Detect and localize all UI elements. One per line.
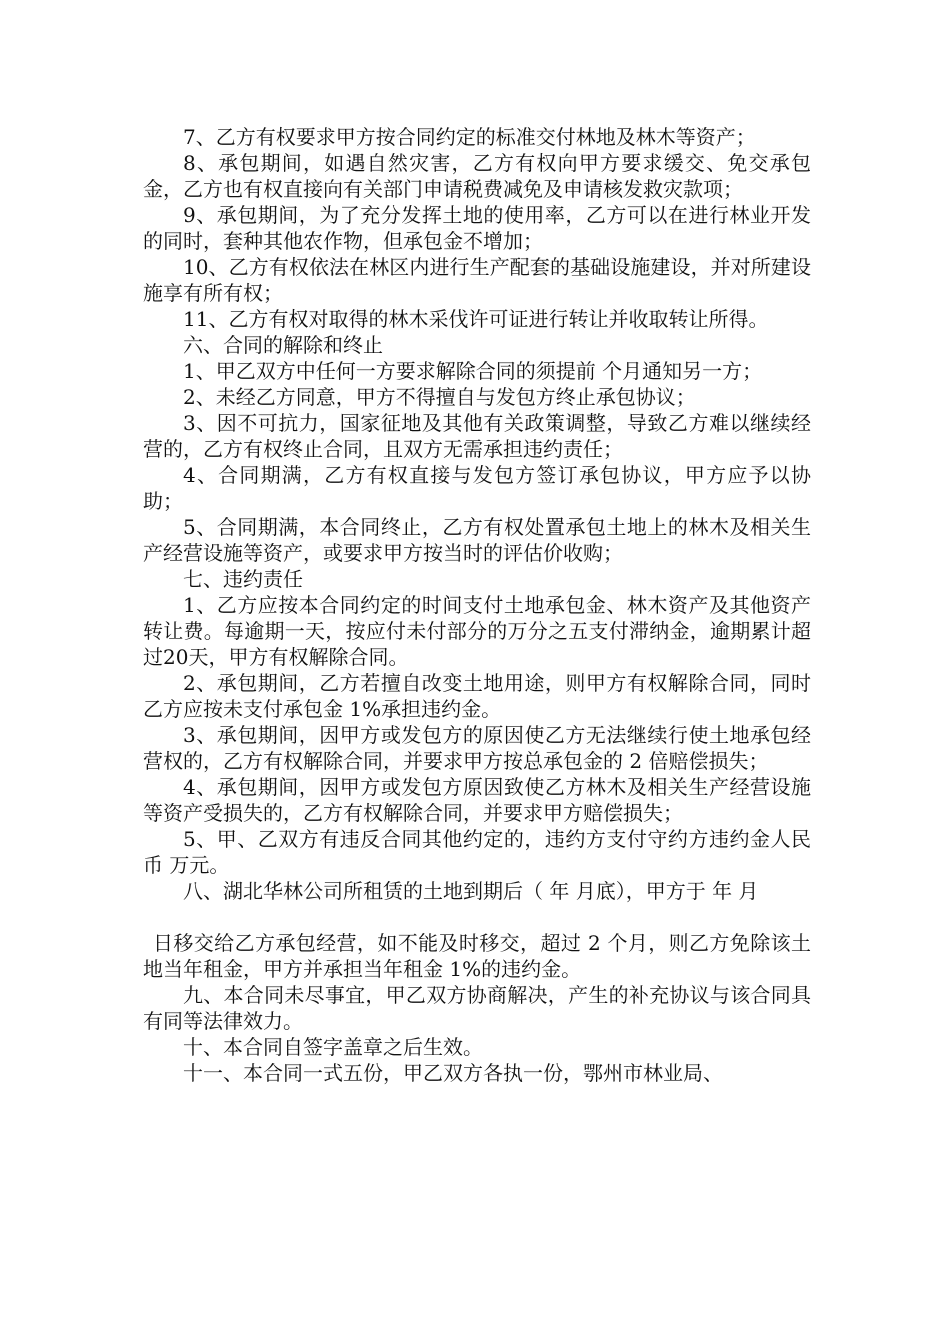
- clause-b7: 7、乙方有权要求甲方按合同约定的标准交付林地及林木等资产；: [183, 125, 756, 149]
- section-10: 十、本合同自签字盖章之后生效。: [183, 1035, 483, 1059]
- document-body: [143, 124, 811, 1086]
- clause-7-2: 2、承包期间，乙方若擅自改变土地用途，则甲方有权解除合同，同时乙方应按未支付承包金 1%承担违约金。: [143, 671, 811, 721]
- clause-b11: 11、乙方有权对取得的林木采伐许可证进行转让并收取转让所得。: [183, 307, 769, 331]
- clause-6-5: 5、合同期满，本合同终止，乙方有权处置承包土地上的林木及相关生产经营设施等资产，或要求甲方按当时的评估价收购；: [143, 515, 811, 565]
- clause-7-3: 3、承包期间，因甲方或发包方的原因使乙方无法继续行使土地承包经营权的，乙方有权解除合同，并要求甲方按总承包金的 2 倍赔偿损失；: [143, 723, 811, 773]
- section-heading-6: 六、合同的解除和终止: [183, 333, 383, 357]
- clause-6-3: 3、因不可抗力，国家征地及其他有关政策调整，导致乙方难以继续经营的，乙方有权终止合同，且双方无需承担违约责任；: [143, 411, 811, 461]
- clause-b8: 8、承包期间，如遇自然灾害，乙方有权向甲方要求缓交、免交承包金，乙方也有权直接向有关部门申请税费减免及申请核发救灾款项；: [143, 151, 811, 201]
- section-9: 九、本合同未尽事宜，甲乙双方协商解决，产生的补充协议与该合同具有同等法律效力。: [143, 983, 811, 1033]
- clause-7-1: 1、乙方应按本合同约定的时间支付土地承包金、林木资产及其他资产转让费。每逾期一天，按应付未付部分的万分之五支付滞纳金，逾期累计超过20天，甲方有权解除合同。: [143, 593, 811, 669]
- clause-6-2: 2、未经乙方同意，甲方不得擅自与发包方终止承包协议；: [183, 385, 696, 409]
- clause-6-4: 4、合同期满，乙方有权直接与发包方签订承包协议，甲方应予以协助；: [143, 463, 811, 513]
- clause-b9: 9、承包期间，为了充分发挥土地的使用率，乙方可以在进行林业开发的同时，套种其他农作物，但承包金不增加；: [143, 203, 811, 253]
- section-11: 十一、本合同一式五份，甲乙双方各执一份，鄂州市林业局、: [183, 1061, 723, 1085]
- clause-7-5: 5、甲、乙双方有违反合同其他约定的，违约方支付守约方违约金人民币 万元。: [143, 827, 811, 877]
- clause-7-4: 4、承包期间，因甲方或发包方原因致使乙方林木及相关生产经营设施等资产受损失的，乙方有权解除合同，并要求甲方赔偿损失；: [143, 775, 811, 825]
- clause-b10: 10、乙方有权依法在林区内进行生产配套的基础设施建设，并对所建设施享有所有权；: [143, 255, 811, 305]
- section-8-continued: 日移交给乙方承包经营，如不能及时移交，超过 2 个月，则乙方免除该土地当年租金，甲方并承担当年租金 1%的违约金。: [143, 931, 811, 981]
- clause-6-1: 1、甲乙双方中任何一方要求解除合同的须提前 个月通知另一方；: [183, 359, 763, 383]
- section-heading-7: 七、违约责任: [183, 567, 303, 591]
- section-8: 八、湖北华林公司所租赁的土地到期后（ 年 月底），甲方于 年 月: [183, 879, 759, 903]
